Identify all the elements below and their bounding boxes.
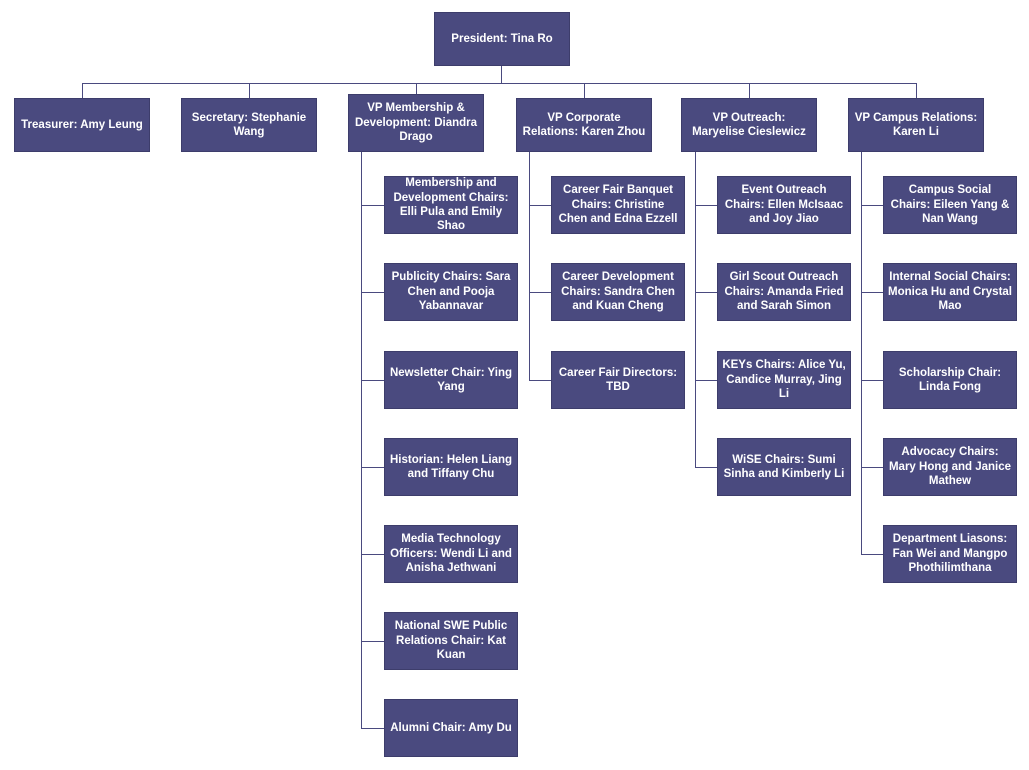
connector-tick-m7 bbox=[361, 728, 384, 729]
org-node-o2[interactable] bbox=[717, 263, 851, 321]
org-node-label: WiSE Chairs: Sumi Sinha and Kimberly Li bbox=[723, 453, 845, 480]
org-node-label: Campus Social Chairs: Eileen Yang & Nan Wang bbox=[890, 184, 1010, 226]
org-node-m6[interactable] bbox=[384, 612, 518, 670]
org-node-label: Career Fair Directors: TBD bbox=[558, 366, 678, 393]
connector-drop-campus bbox=[916, 83, 917, 98]
connector-tick-o2 bbox=[695, 292, 717, 293]
connector-tick-m3 bbox=[361, 380, 384, 381]
connector-drop-secretary bbox=[249, 83, 250, 98]
org-node-m1[interactable] bbox=[384, 176, 518, 234]
org-node-vp-membership[interactable] bbox=[348, 94, 484, 152]
org-node-label: National SWE Public Relations Chair: Kat Kuan bbox=[394, 620, 508, 662]
org-node-label: VP Membership & Development: Diandra Drago bbox=[354, 102, 478, 144]
org-node-label: KEYs Chairs: Alice Yu, Candice Murray, Jing Li bbox=[722, 359, 846, 401]
connector-drop-outreach bbox=[749, 83, 750, 98]
org-node-label: VP Campus Relations: Karen Li bbox=[854, 111, 978, 138]
org-node-o1[interactable] bbox=[717, 176, 851, 234]
org-node-label: President: Tina Ro bbox=[451, 32, 553, 45]
org-node-label: Newsletter Chair: Ying Yang bbox=[389, 366, 513, 393]
org-node-m3[interactable] bbox=[384, 351, 518, 409]
connector-tick-p5 bbox=[861, 554, 883, 555]
org-node-label: Alumni Chair: Amy Du bbox=[390, 721, 512, 734]
org-node-o3[interactable] bbox=[717, 351, 851, 409]
org-node-label: VP Corporate Relations: Karen Zhou bbox=[522, 111, 646, 138]
org-node-label: VP Outreach: Maryelise Cieslewicz bbox=[692, 111, 806, 138]
connector-pres-stem bbox=[501, 66, 502, 83]
org-node-label: Internal Social Chairs: Monica Hu and Crystal Mao bbox=[888, 271, 1012, 313]
org-node-vp-outreach[interactable] bbox=[681, 98, 817, 152]
connector-tick-p1 bbox=[861, 205, 883, 206]
org-node-label: Scholarship Chair: Linda Fong bbox=[898, 366, 1002, 393]
org-node-label: Publicity Chairs: Sara Chen and Pooja Yabannavar bbox=[391, 271, 511, 313]
connector-tick-p4 bbox=[861, 467, 883, 468]
org-node-secretary[interactable] bbox=[181, 98, 317, 152]
org-node-c2[interactable] bbox=[551, 263, 685, 321]
connector-tick-c2 bbox=[529, 292, 551, 293]
org-node-label: Historian: Helen Liang and Tiffany Chu bbox=[389, 453, 513, 480]
org-node-label: Girl Scout Outreach Chairs: Amanda Fried and Sarah Simon bbox=[724, 271, 844, 313]
org-node-label: Media Technology Officers: Wendi Li and Anisha Jethwani bbox=[390, 533, 512, 575]
connector-tick-p2 bbox=[861, 292, 883, 293]
org-node-p4[interactable] bbox=[883, 438, 1017, 496]
org-node-m7[interactable] bbox=[384, 699, 518, 757]
org-node-p3[interactable] bbox=[883, 351, 1017, 409]
org-node-o4[interactable] bbox=[717, 438, 851, 496]
connector-drop-membership bbox=[416, 83, 417, 94]
connector-tick-o1 bbox=[695, 205, 717, 206]
org-node-p5[interactable] bbox=[883, 525, 1017, 583]
connector-tick-m4 bbox=[361, 467, 384, 468]
connector-drop-corporate bbox=[584, 83, 585, 98]
org-node-p2[interactable] bbox=[883, 263, 1017, 321]
org-node-vp-campus[interactable] bbox=[848, 98, 984, 152]
org-node-president[interactable] bbox=[434, 12, 570, 66]
connector-tick-m1 bbox=[361, 205, 384, 206]
connector-spine-outreach bbox=[695, 152, 696, 467]
connector-tick-m2 bbox=[361, 292, 384, 293]
connector-spine-corporate bbox=[529, 152, 530, 380]
org-node-m4[interactable] bbox=[384, 438, 518, 496]
org-node-label: Career Development Chairs: Sandra Chen and Kuan Cheng bbox=[561, 271, 675, 313]
org-node-p1[interactable] bbox=[883, 176, 1017, 234]
org-node-m5[interactable] bbox=[384, 525, 518, 583]
connector-tick-m5 bbox=[361, 554, 384, 555]
org-node-c3[interactable] bbox=[551, 351, 685, 409]
connector-tick-p3 bbox=[861, 380, 883, 381]
org-node-vp-corporate[interactable] bbox=[516, 98, 652, 152]
connector-tick-m6 bbox=[361, 641, 384, 642]
org-node-label: Membership and Development Chairs: Elli Pula and Emily Shao bbox=[393, 177, 509, 233]
org-node-label: Secretary: Stephanie Wang bbox=[191, 111, 307, 138]
org-node-label: Career Fair Banquet Chairs: Christine Chen and Edna Ezzell bbox=[558, 184, 678, 226]
connector-tick-c1 bbox=[529, 205, 551, 206]
connector-drop-treasurer bbox=[82, 83, 83, 98]
connector-tick-o4 bbox=[695, 467, 717, 468]
org-node-label: Treasurer: Amy Leung bbox=[21, 118, 143, 131]
connector-spine-campus bbox=[861, 152, 862, 554]
connector-tick-o3 bbox=[695, 380, 717, 381]
org-node-label: Department Liasons: Fan Wei and Mangpo Phothilimthana bbox=[892, 533, 1008, 575]
org-node-treasurer[interactable] bbox=[14, 98, 150, 152]
org-node-label: Event Outreach Chairs: Ellen McIsaac and Joy Jiao bbox=[724, 184, 844, 226]
connector-tick-c3 bbox=[529, 380, 551, 381]
org-node-c1[interactable] bbox=[551, 176, 685, 234]
org-node-label: Advocacy Chairs: Mary Hong and Janice Mathew bbox=[888, 446, 1012, 488]
connector-top-bus bbox=[82, 83, 916, 84]
org-node-m2[interactable] bbox=[384, 263, 518, 321]
